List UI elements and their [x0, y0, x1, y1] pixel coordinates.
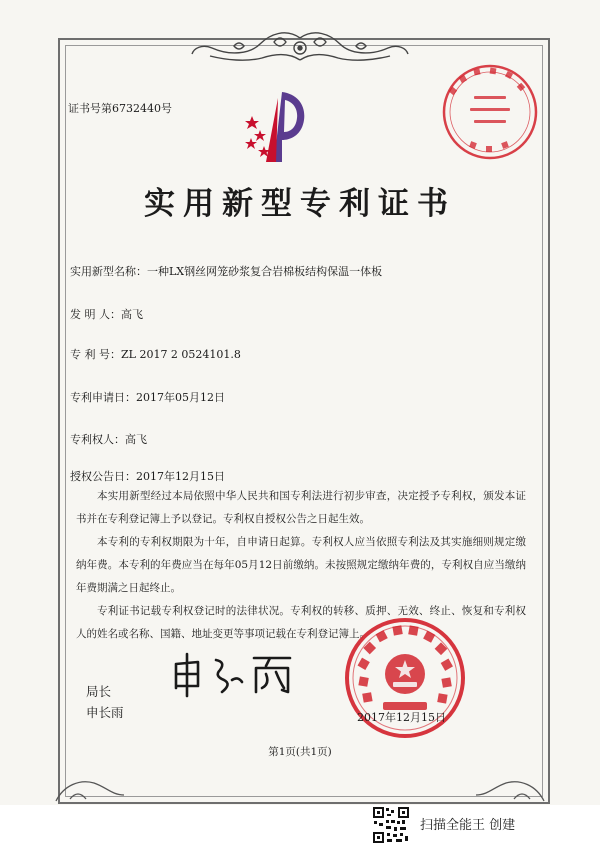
utility-model-name-row: [70, 263, 382, 279]
certificate-number: 证书号第6732440号: [68, 102, 172, 115]
patentee-label: 专利权人：: [70, 433, 125, 446]
body-paragraph: 本专利的专利权期限为十年，自申请日起算。专利权人应当依照专利法及其实施细则规定缴纳年费。本专利的年费应当在每年05月12日前缴纳。未按照规定缴纳年费的，专利权自应当缴纳年费期满之日起终止。: [76, 536, 526, 594]
sign-date: 2017年12月15日: [357, 711, 446, 724]
patent-number-label: 专 利 号：: [70, 348, 121, 361]
inventor-label: 发 明 人：: [70, 308, 121, 321]
grant-date-value: 2017年12月15日: [136, 470, 225, 483]
grant-date-row: [70, 468, 225, 484]
patent-office-emblem-icon: [242, 88, 310, 164]
scanner-watermark: 扫描全能王 创建: [420, 818, 516, 833]
body-paragraph: 本实用新型经过本局依照中华人民共和国专利法进行初步审查，决定授予专利权，颁发本证书并在专利登记簿上予以登记。专利权自授权公告之日起生效。: [76, 490, 526, 525]
inventor-value: 高飞: [121, 308, 143, 321]
filing-date-value: 2017年05月12日: [136, 391, 225, 404]
grant-date-label: 授权公告日：: [70, 470, 136, 483]
body-paragraph: 专利证书记载专利权登记时的法律状况。专利权的转移、质押、无效、终止、恢复和专利权人的姓名或名称、国籍、地址变更等事项记载在专利登记簿上。: [76, 605, 526, 640]
verification-stamp-icon: [440, 62, 540, 162]
utility-model-name-value: 一种LX钢丝网笼砂浆复合岩棉板结构保温一体板: [147, 265, 383, 278]
inventor-row: [70, 306, 143, 322]
patent-number-row: [70, 346, 241, 362]
certificate-title: 实用新型专利证书: [144, 186, 456, 222]
bottom-ornament-icon: [50, 765, 550, 805]
qr-code-icon: [372, 806, 410, 844]
signatory-title: 局长: [86, 684, 112, 699]
filing-date-row: [70, 389, 225, 405]
patentee-value: 高飞: [125, 433, 147, 446]
signatory-name: 申长雨: [86, 705, 124, 720]
utility-model-name-label: 实用新型名称：: [70, 265, 147, 278]
patent-number-value: ZL 2017 2 0524101.8: [121, 348, 241, 361]
signature-icon: [170, 650, 300, 698]
top-ornament-icon: [190, 30, 410, 64]
page-number: 第1页(共1页): [268, 746, 332, 758]
filing-date-label: 专利申请日：: [70, 391, 136, 404]
patentee-row: [70, 431, 147, 447]
